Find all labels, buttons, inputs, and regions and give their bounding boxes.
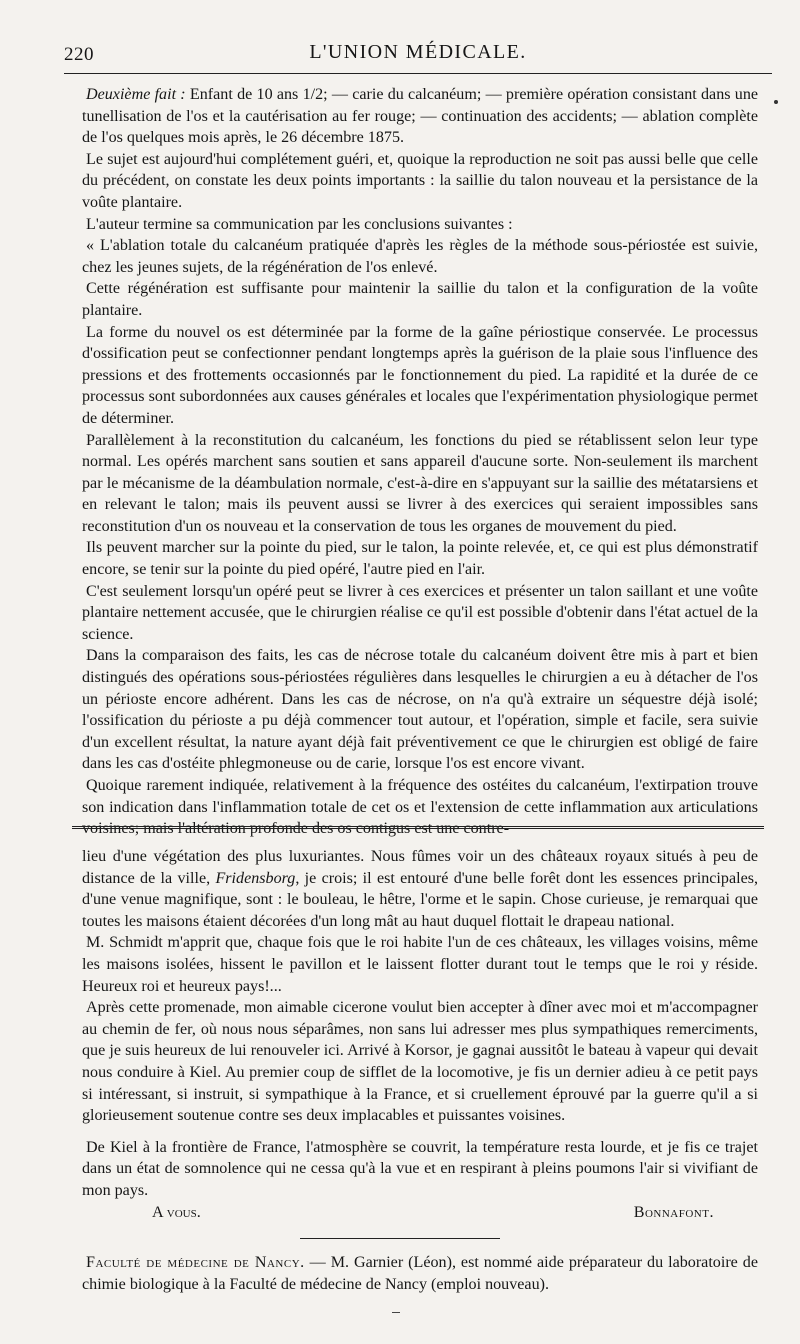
article-column-upper [82, 84, 758, 840]
paragraph: Le sujet est aujourd'hui complétement guéri, et, quoique la reproduction ne soit pas aussi belle que celle du précédent, on constate les deux points importants : la saillie du talon nouveau et la persistance de la voûte plantaire. [82, 150, 758, 211]
paragraph: Dans la comparaison des faits, les cas de nécrose totale du calcanéum doivent être mis à part et bien distingués des opérations sous-périostées régulières dans lesquelles le chirurgien a eu à détacher de l'os un périoste encore adhérent. Dans les cas de nécrose, on n'a qu'à extraire un séquestre déjà isolé; l'ossification du périoste a pu déjà commencer tout autour, et l'opération, simple et facile, sera suivie d'un excellent résultat, la nature ayant déjà fait préventivement ce que le chirurgien est obligé de faire dans les cas d'ostéite phlegmoneuse ou de carie, lorsque l'os est encore vivant. [82, 647, 758, 773]
paragraph: L'auteur termine sa communication par les conclusions suivantes : [86, 215, 513, 233]
paragraph [82, 846, 758, 932]
case-label: Deuxième fait : [86, 86, 186, 103]
paragraph: Ils peuvent marcher sur la pointe du pied, sur le talon, la pointe relevée, et, ce qui est plus démonstratif encore, se tenir sur la pointe du pied opéré, l'autre pied en l'air. [82, 539, 758, 579]
author-signature: Bonnafont. [633, 1203, 714, 1221]
faculty-notice [82, 1252, 758, 1295]
paragraph: Quoique rarement indiquée, relativement à la fréquence des ostéites du calcanéum, l'extirpation trouve son indication dans l'inflammation totale de cet os et l'extension de cette inflammation aux articulations voisines; mais l'altération profonde des os contigus est une contre- [82, 777, 758, 838]
paragraph: Après cette promenade, mon aimable cicerone voulut bien accepter à dîner avec moi et m'accompagner au chemin de fer, où nous nous séparâmes, non sans lui adresser mes plus sympathiques remerciments, que je suis heureux de lui renouveler ici. Arrivé à Korsor, je gagnai aussitôt le bateau à vapeur qui devait nous conduire à Kiel. Au premier coup de sifflet de la locomotive, je fis un dernier adieu à ce petit pays si intéressant, si instruit, si sympathique à la France, et si cruellement éprouvé par la guerre qu'il a si glorieusement soutenue contre ses deux implacables et puissantes voisines. [82, 999, 758, 1125]
text-run: lieu d'une végétation des plus luxuriantes. Nous fûmes voir un des châteaux royaux situés à peu de distance de la ville, [82, 848, 758, 887]
paragraph: M. Schmidt m'apprit que, chaque fois que le roi habite l'un de ces châteaux, les villages voisins, même les maisons isolées, hissent le pavillon et le laissent flotter durant tout le temps que le roi y réside. Heureux roi et heureux pays!... [82, 934, 758, 995]
page-header [64, 38, 772, 70]
page-end-mark [392, 1312, 400, 1313]
case-text: Enfant de 10 ans 1/2; — carie du calcanéum; — première opération consistant dans une tunellisation de l'os et la cautérisation au fer rouge; — continuation des accidents; — ablation complète de l'os quelques mois après, le 26 décembre 1875. [82, 86, 759, 147]
paragraph: De Kiel à la frontière de France, l'atmosphère se couvrit, la température resta lourde, et je fis ce trajet dans un état de somnolence qui ne cessa qu'à la vue et en respirant à pleins poumons l'air si vivifiant de mon pays. [82, 1138, 758, 1199]
feuilleton-separator [72, 826, 764, 829]
text-run: , je crois; il est entouré d'une belle forêt dont les essences principales, d'une venue magnifique, sont : le bouleau, le hêtre, l'orme et le sapin. Chose curieuse, je remarquai que toutes les maisons étaient décorées d'un long mât au haut duquel flottait le drapeau national. [82, 869, 758, 930]
place-name: Fridensborg [215, 869, 296, 887]
paragraph: C'est seulement lorsqu'un opéré peut se livrer à ces exercices et présenter un talon saillant et une voûte plantaire nettement accusée, que le chirurgien réalise ce qu'il est possible d'obtenir dans l'état actuel de la science. [82, 582, 758, 643]
paragraph: « L'ablation totale du calcanéum pratiquée d'après les règles de la méthode sous-périostée est suivie, chez les jeunes sujets, de la régénération de l'os enlevé. [82, 237, 758, 276]
paragraph: Cette régénération est suffisante pour maintenir la saillie du talon et la configuration de la voûte plantaire. [82, 280, 758, 319]
notice-text: — M. Garnier (Léon), est nommé aide préparateur du laboratoire de chimie biologique à la Faculté de médecine de Nancy (emploi nouveau). [82, 1254, 758, 1293]
feuilleton-column [82, 846, 758, 1224]
paragraph-case-two [82, 84, 758, 149]
header-rule [64, 73, 772, 74]
margin-mark [774, 100, 778, 104]
signature-row [82, 1202, 758, 1224]
running-title: L'UNION MÉDICALE. [309, 41, 527, 63]
notice-paragraph [82, 1252, 758, 1295]
notice-label: Faculté de médecine de Nancy. [86, 1254, 305, 1271]
section-rule [300, 1238, 500, 1239]
paragraph: Parallèlement à la reconstitution du calcanéum, les fonctions du pied se rétablissent selon leur type normal. Les opérés marchent sans soutien et sans appareil d'aucune sorte. Non-seulement ils marchent par le mécanisme de la déambulation normale, c'est-à-dire en s'appuyant sur la saillie des métatarsiens et en relevant le talon; mais ils peuvent aussi se livrer à des exercices qui seraient impossibles sans reconstitution d'un os nouveau et la conservation de tous les organes de mouvement du pied. [82, 431, 758, 535]
closing-salutation: A vous. [152, 1203, 201, 1221]
paragraph: La forme du nouvel os est déterminée par la forme de la gaîne périostique conservée. Le processus d'ossification peut se confectionner pendant longtemps après la guérison de la plaie sous l'influence des pressions et des frottements occasionnés par le fonctionnement du pied. La rapidité et la durée de ce processus sont subordonnées aux causes générales et locales que l'expérimentation physiologique permet de déterminer. [82, 323, 758, 427]
page-number: 220 [64, 44, 94, 65]
